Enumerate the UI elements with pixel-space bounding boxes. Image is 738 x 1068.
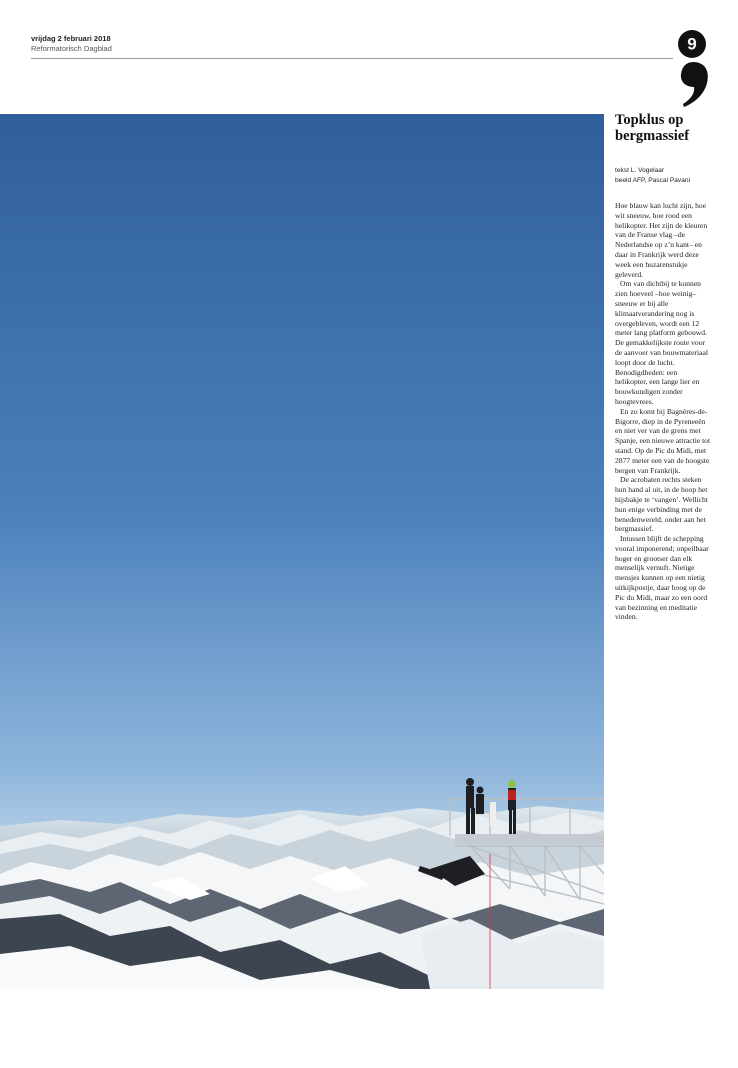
article-headline: Topklus op bergmassief [615,112,690,144]
article-paragraph: En zo komt bij Bagnères-de-Bigorre, diep in de Pyreneeën en niet ver van de grens met Spanje, een nieuwe attractie tot stand. Op de Pic du Midi, met 2877 meter een van de hoogste bergen van Frankrijk. [615,406,711,475]
issue-date: vrijdag 2 februari 2018 [31,34,111,43]
article-paragraph: Hoe blauw kan lucht zijn, hoe wit sneeuw, hoe rood een helikopter. Het zijn de kleuren van de Franse vlag –de Nederlandse op z’n kant– en daar in Frankrijk werd deze week een huzarenstukje geleverd. [615,201,708,279]
header-rule [31,58,673,59]
masthead [31,34,112,54]
article-body [615,201,711,622]
page-number: 9 [687,34,697,54]
comma-icon [676,29,710,111]
article-credits [615,166,711,186]
credit-image: beeld AFP, Pascal Pavani [615,177,691,184]
page-number-badge [676,29,710,111]
photo-illustration [0,114,604,989]
article-paragraph: Om van dichtbij te kunnen zien hoeveel –hoe weinig– sneeuw er bij alle klimaatverandering nog is overgebleven, wordt een 12 meter lang platform gebouwd. De gemakkelijkste route voor de aanvoer van bouwmateriaal loopt door de lucht. Benodigdheden: een helikopter, een lange lier en bouwkundigen zonder hoogtevrees. [615,279,708,406]
publication-name: Reformatorisch Dagblad [31,44,112,53]
mountain-photo [0,114,604,989]
credit-text: tekst L. Vogelaar [615,167,665,174]
article [615,112,711,622]
article-paragraph: De acrobaten rechts steken hun hand al uit, in de hoop het hijsbakje te ‘vangen’. Wellicht hun enige verbinding met de benedenwereld, onder aan het bergmassief. [615,475,708,534]
article-paragraph: Intussen blijft de schepping vooral imponerend; onpeilbaar hoger en grootser dan elk menselijk vernuft. Nietige mensjes kunnen op een nietig uitkijkpostje, daar hoog op de Pic du Midi, maar zo een oord van bezinning en meditatie vinden. [615,534,709,622]
